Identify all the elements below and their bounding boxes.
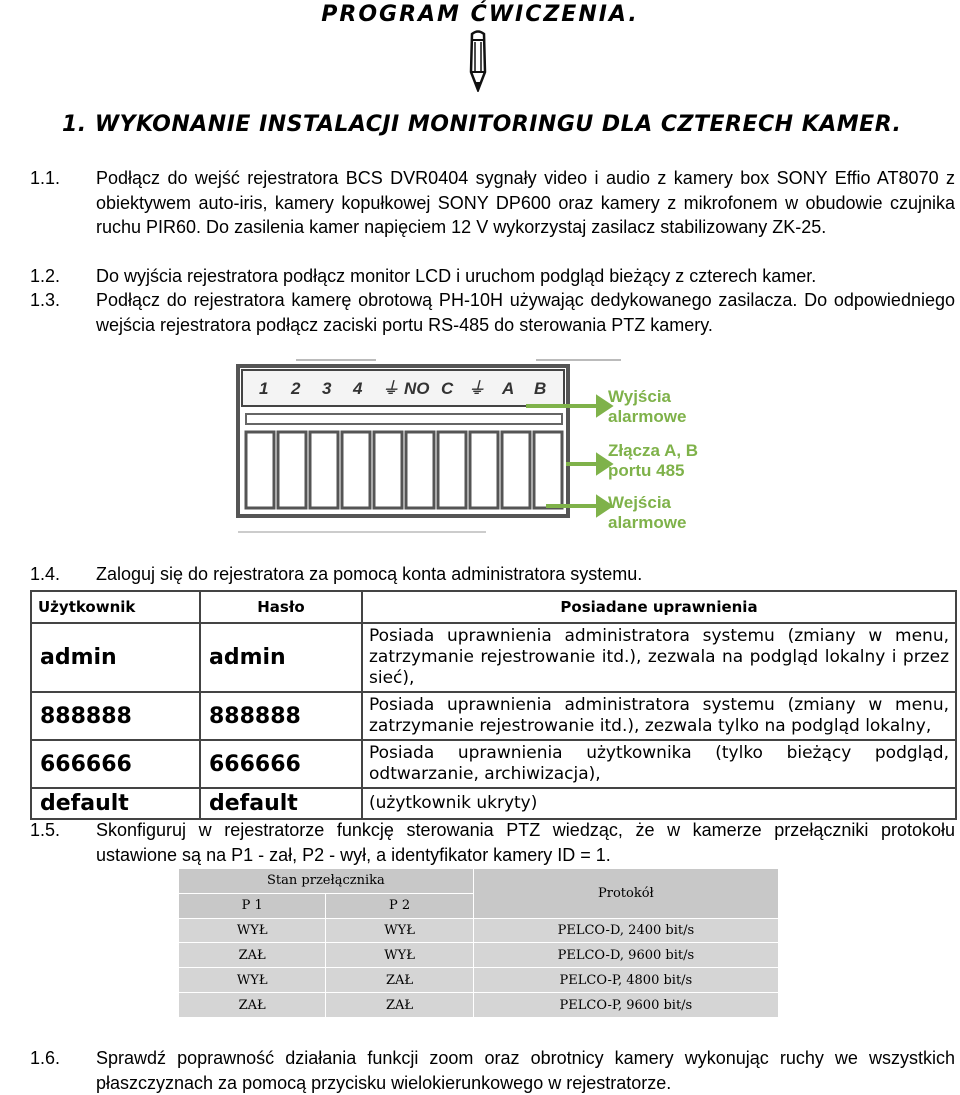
step-text: Do wyjścia rejestratora podłącz monitor LCD i uruchom podgląd bieżący z czterech kamer. xyxy=(96,266,817,286)
password-cell: admin xyxy=(200,623,362,692)
terminal-block-figure xyxy=(236,356,736,536)
p1-cell: ZAŁ xyxy=(179,943,326,968)
label-alarm-outputs: Wyjścia xyxy=(608,387,672,406)
rights-cell: (użytkownik ukryty) xyxy=(362,788,956,819)
terminal-slot xyxy=(374,432,402,508)
section-heading: 1. WYKONANIE INSTALACJI MONITORINGU DLA CZTERECH KAMER. xyxy=(62,112,902,137)
terminal-slot xyxy=(470,432,498,508)
user-cell: 666666 xyxy=(31,740,200,788)
step-1-1 xyxy=(30,166,955,240)
user-cell: 888888 xyxy=(31,692,200,740)
header-switch-state: Stan przełącznika xyxy=(179,869,474,894)
pin-label: 4 xyxy=(353,379,363,398)
terminal-slot xyxy=(406,432,434,508)
p2-cell: WYŁ xyxy=(326,918,473,943)
protocol-table xyxy=(178,868,779,1018)
header-p1: P 1 xyxy=(179,893,326,918)
step-text: Zaloguj się do rejestratora za pomocą konta administratora systemu. xyxy=(96,564,643,584)
step-1-3 xyxy=(30,288,955,337)
p1-cell: WYŁ xyxy=(179,968,326,993)
terminal-slot xyxy=(342,432,370,508)
step-text: Podłącz do rejestratora kamerę obrotową PH-10H używając dedykowanego zasilacza. Do odpowiedniego wejścia rejestratora podłącz zaciski portu RS-485 do sterowania PTZ kamery. xyxy=(96,290,955,335)
p2-cell: ZAŁ xyxy=(326,968,473,993)
header-user: Użytkownik xyxy=(31,591,200,623)
header-p2: P 2 xyxy=(326,893,473,918)
step-number: 1.5. xyxy=(30,820,61,840)
rights-cell: Posiada uprawnienia administratora systemu (zmiany w menu, zatrzymanie rejestrowanie itd.), zezwala tylko na podgląd lokalny, xyxy=(362,692,956,740)
users-table xyxy=(30,590,957,820)
step-number: 1.6. xyxy=(30,1048,61,1068)
protocol-cell: PELCO-P, 9600 bit/s xyxy=(473,993,778,1018)
pin-label: ⏚ xyxy=(382,379,399,398)
user-cell: default xyxy=(31,788,200,819)
terminal-slot xyxy=(534,432,562,508)
header-rights: Posiadane uprawnienia xyxy=(362,591,956,623)
label-rs485: portu 485 xyxy=(608,461,685,480)
terminal-slot xyxy=(502,432,530,508)
p2-cell: WYŁ xyxy=(326,943,473,968)
table-row xyxy=(179,918,779,943)
password-cell: 666666 xyxy=(200,740,362,788)
pin-label: A xyxy=(502,379,515,398)
label-rs485: Złącza A, B xyxy=(608,441,699,460)
label-alarm-outputs: alarmowe xyxy=(608,407,687,426)
terminal-slot xyxy=(246,432,274,508)
pencil-icon xyxy=(463,30,493,92)
table-row xyxy=(31,623,956,692)
pin-label: C xyxy=(441,379,454,398)
table-header-row xyxy=(31,591,956,623)
page-title: PROGRAM ĆWICZENIA. xyxy=(321,2,639,27)
table-row xyxy=(179,943,779,968)
step-number: 1.1. xyxy=(30,168,61,188)
p1-cell: ZAŁ xyxy=(179,993,326,1018)
table-row xyxy=(31,788,956,819)
terminal-slot xyxy=(310,432,338,508)
step-number: 1.4. xyxy=(30,564,61,584)
pin-label: 2 xyxy=(291,379,301,398)
label-alarm-inputs: alarmowe xyxy=(608,513,687,532)
step-1-6 xyxy=(30,1046,955,1095)
terminal-slot xyxy=(278,432,306,508)
label-alarm-inputs: Wejścia xyxy=(608,493,672,512)
rights-cell: Posiada uprawnienia administratora systemu (zmiany w menu, zatrzymanie rejestrowanie itd.), zezwala na podgląd lokalny i przez sieć), xyxy=(362,623,956,692)
protocol-cell: PELCO-D, 9600 bit/s xyxy=(473,943,778,968)
step-text: Podłącz do wejść rejestratora BCS DVR0404 sygnały video i audio z kamery box SONY Effio AT8070 z obiektywem auto-iris, kamery kopułkowej SONY DP600 oraz kamery z mikrofonem w obudowie czujnika ruchu PIR60. Do zasilenia kamer napięciem 12 V wykorzystaj zasilacz stabilizowany ZK-25. xyxy=(96,168,955,237)
p2-cell: ZAŁ xyxy=(326,993,473,1018)
header-password: Hasło xyxy=(200,591,362,623)
step-1-5 xyxy=(30,818,955,867)
step-1-4 xyxy=(30,562,955,587)
table-row xyxy=(179,993,779,1018)
step-text: Sprawdź poprawność działania funkcji zoom oraz obrotnicy kamery wykonując ruchy we wszystkich płaszczyznach za pomocą przycisku wielokierunkowego w rejestratorze. xyxy=(96,1048,955,1093)
pin-label: NO xyxy=(404,379,430,398)
table-row xyxy=(31,692,956,740)
password-cell: default xyxy=(200,788,362,819)
table-row xyxy=(31,740,956,788)
pin-label: 1 xyxy=(259,379,269,398)
user-cell: admin xyxy=(31,623,200,692)
terminal-slot xyxy=(438,432,466,508)
protocol-cell: PELCO-P, 4800 bit/s xyxy=(473,968,778,993)
step-number: 1.3. xyxy=(30,290,61,310)
step-text: Skonfiguruj w rejestratorze funkcję sterowania PTZ wiedząc, że w kamerze przełączniki protokołu ustawione są na P1 - zał, P2 - wył, a identyfikator kamery ID = 1. xyxy=(96,820,955,865)
header-protocol: Protokół xyxy=(473,869,778,919)
step-1-2 xyxy=(30,264,955,289)
password-cell: 888888 xyxy=(200,692,362,740)
p1-cell: WYŁ xyxy=(179,918,326,943)
protocol-cell: PELCO-D, 2400 bit/s xyxy=(473,918,778,943)
step-number: 1.2. xyxy=(30,266,61,286)
table-row xyxy=(179,968,779,993)
pin-label: ⏚ xyxy=(468,379,485,398)
pin-label: B xyxy=(534,379,547,398)
rights-cell: Posiada uprawnienia użytkownika (tylko bieżący podgląd, odtwarzanie, archiwizacja), xyxy=(362,740,956,788)
pin-label: 3 xyxy=(322,379,332,398)
